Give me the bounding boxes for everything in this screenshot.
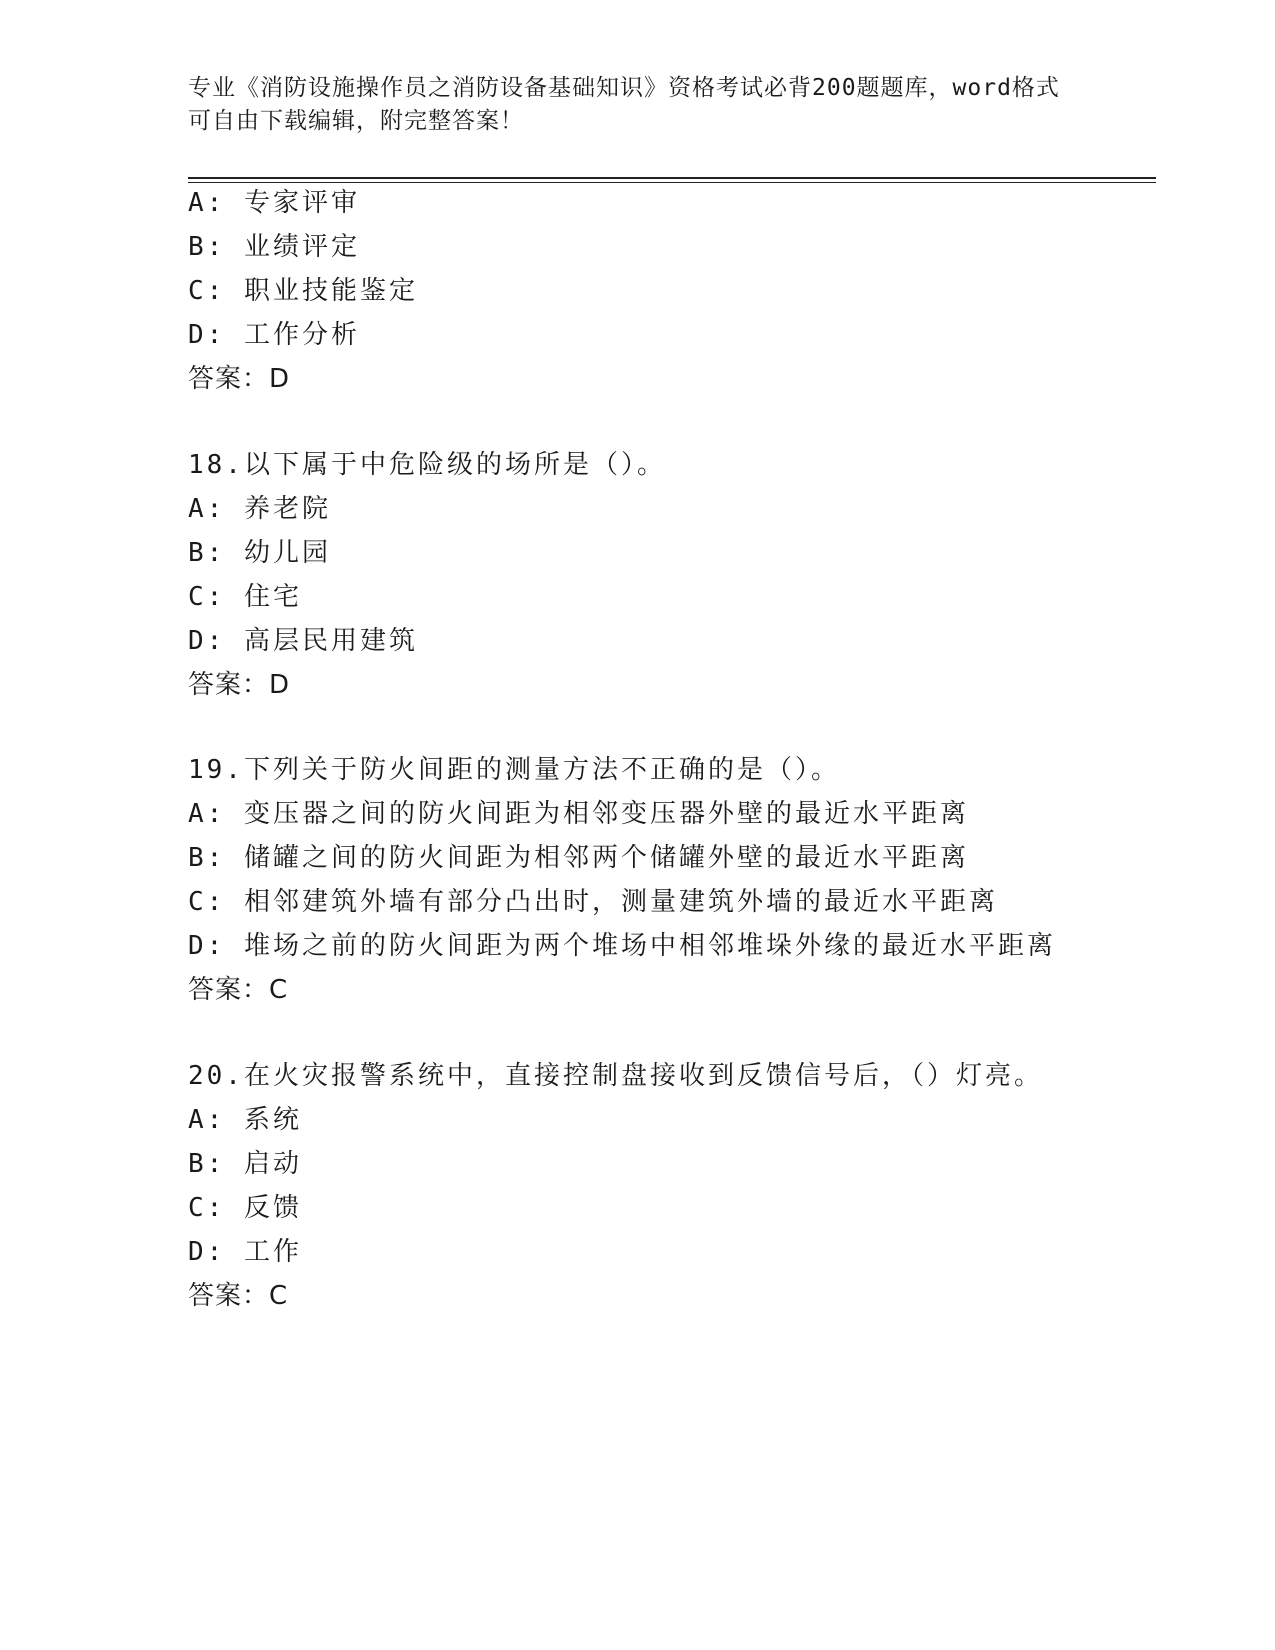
q19-option-a: A: 变压器之间的防火间距为相邻变压器外壁的最近水平距离 [188,799,969,829]
q20-answer: 答案：C [188,1281,289,1311]
q19-option-c: C: 相邻建筑外墙有部分凸出时，测量建筑外墙的最近水平距离 [188,887,998,917]
q20-option-a: A: 系统 [188,1105,302,1135]
q18-answer: 答案：D [188,670,291,700]
q17-option-c: C: 职业技能鉴定 [188,276,418,306]
q17-option-b: B: 业绩评定 [188,232,360,262]
q19-option-d: D: 堆场之前的防火间距为两个堆场中相邻堆垛外缘的最近水平距离 [188,931,1056,961]
q18-option-a: A: 养老院 [188,494,331,524]
q19-answer: 答案：C [188,975,289,1005]
q18-option-c: C: 住宅 [188,582,302,612]
q20-stem: 20.在火灾报警系统中，直接控制盘接收到反馈信号后，（）灯亮。 [188,1061,1043,1091]
q18-option-d: D: 高层民用建筑 [188,626,418,656]
q17-option-a: A: 专家评审 [188,188,360,218]
q17-option-d: D: 工作分析 [188,320,360,350]
q18-option-b: B: 幼儿园 [188,538,331,568]
q19-stem: 19.下列关于防火间距的测量方法不正确的是（）。 [188,755,840,785]
q20-option-c: C: 反馈 [188,1193,302,1223]
header-divider [188,177,1156,183]
q19-option-b: B: 储罐之间的防火间距为相邻两个储罐外壁的最近水平距离 [188,843,969,873]
q17-answer: 答案：D [188,364,291,394]
page-header-title: 专业《消防设施操作员之消防设备基础知识》资格考试必背200题题库，word格式可自由下载编辑，附完整答案！ [188,75,1060,134]
q20-option-b: B: 启动 [188,1149,302,1179]
q18-stem: 18.以下属于中危险级的场所是（）。 [188,450,666,480]
q20-option-d: D: 工作 [188,1237,302,1267]
